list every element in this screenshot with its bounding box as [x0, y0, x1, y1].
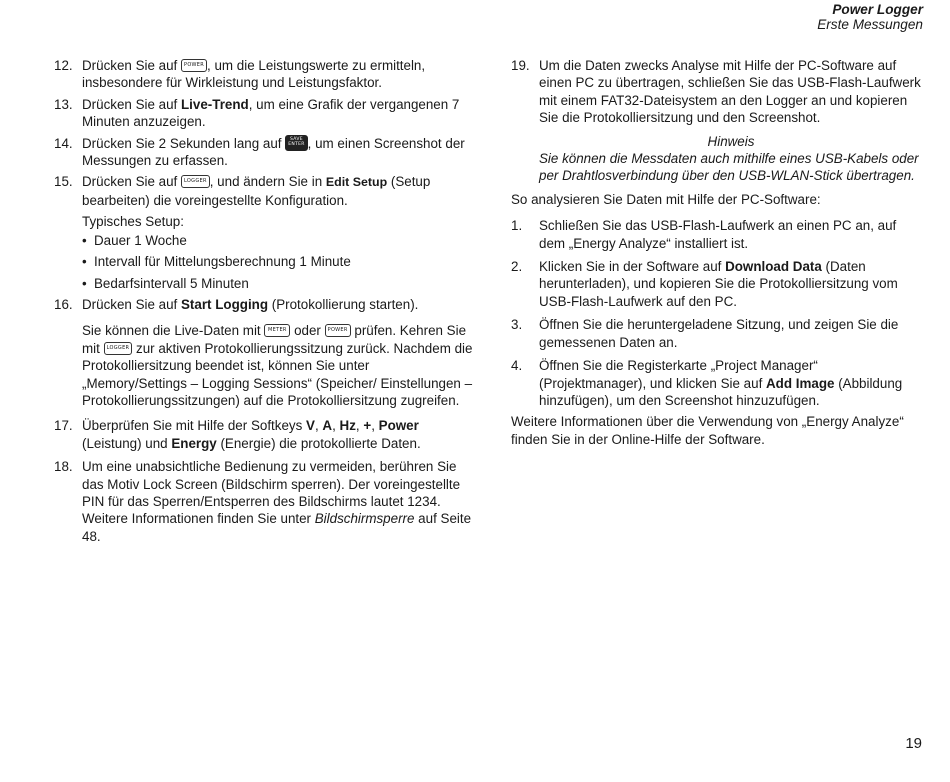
step-number: 14. — [54, 135, 73, 151]
softkey-plus: + — [363, 418, 372, 434]
softkey-hz: Hz — [339, 418, 356, 434]
further-info: Weitere Informationen über die Verwendung von „Energy Analyze“ finden Sie in der Online-Hilfe der Software. — [511, 414, 904, 447]
softkey-v: V — [306, 418, 315, 434]
step-number: 13. — [54, 96, 73, 112]
list-item: • Dauer 1 Woche — [82, 232, 187, 248]
note-title: Hinweis — [707, 133, 755, 149]
step-number: 18. — [54, 459, 73, 475]
softkey-power: Power — [378, 418, 419, 434]
step-18: 18. Um eine unabsichtliche Bedienung zu vermeiden, berühren Sie das Motiv Lock Screen (Bildschirm sperren). Der voreingestellte PIN für das Sperren/Entsperren des Bildschirms lautet 1234. Weitere Informationen finden Sie unter Bildschirmsperre auf Seite 48. — [54, 459, 472, 544]
step-16: 16. Drücken Sie auf Start Logging (Protokollierung starten). — [54, 296, 419, 312]
section-title: Erste Messungen — [817, 17, 923, 32]
manual-title: Power Logger — [832, 2, 923, 17]
step-number: 12. — [54, 58, 73, 73]
meter-key-icon: METER — [264, 324, 290, 337]
step-14: 14. Drücken Sie 2 Sekunden lang auf SAVE ENTER , um einen Screenshot der Messungen zu erfassen. — [54, 135, 465, 169]
download-data-label: Download Data — [725, 259, 822, 275]
step-number: 17. — [54, 418, 73, 434]
logger-key-icon: LOGGER — [181, 175, 210, 188]
page-header — [817, 2, 923, 32]
bullet-icon: • — [82, 232, 87, 248]
softkey-energy: Energy — [171, 435, 217, 451]
step-number: 1. — [511, 218, 523, 234]
softkey-a: A — [322, 418, 333, 434]
save-enter-key-icon: SAVE ENTER — [285, 135, 307, 151]
power-key-icon: POWER — [181, 59, 207, 72]
step-number: 2. — [511, 259, 523, 275]
list-item: • Intervall für Mittelungsberechnung 1 Minute — [82, 254, 351, 270]
step-number: 16. — [54, 296, 73, 312]
setup-title: Typisches Setup: — [82, 214, 184, 230]
typical-setup — [54, 213, 474, 292]
power-key-icon: POWER — [325, 324, 351, 337]
right-column — [511, 57, 923, 452]
logger-key-icon: LOGGER — [104, 342, 133, 355]
note-body: Sie können die Messdaten auch mithilfe eines USB-Kabels oder per Drahtlosverbindung über den USB-WLAN-Stick übertragen. — [539, 151, 919, 184]
step-13: 13. Drücken Sie auf Live-Trend, um eine Grafik der vergangenen 7 Minuten anzuzeigen. — [54, 96, 460, 130]
add-image-label: Add Image — [766, 375, 835, 391]
note-box — [511, 133, 923, 185]
analysis-step-4: 4. Öffnen Sie die Registerkarte „Project Manager“ (Projektmanager), und klicken Sie auf Add Image (Abbildung hinzufügen), um den Screenshot hinzuzufügen. — [511, 358, 903, 408]
step-number: 4. — [511, 358, 523, 374]
step-number: 19. — [511, 58, 530, 73]
screen-lock-reference: Bildschirmsperre — [314, 511, 415, 527]
step-15: 15. Drücken Sie auf LOGGER , und ändern Sie in Edit Setup (Setup bearbeiten) die voreingestellte Konfiguration. — [54, 174, 431, 208]
step-12: 12. Drücken Sie auf POWER , um die Leistungswerte zu ermitteln, insbesondere für Wirkleistung und Leistungsfaktor. — [54, 58, 426, 91]
live-trend-label: Live-Trend — [181, 96, 249, 112]
left-column — [54, 57, 474, 549]
step-number: 3. — [511, 317, 523, 333]
step-17: 17. Überprüfen Sie mit Hilfe der Softkeys V, A, Hz, +, Power (Leistung) und Energy (Energie) die protokollierte Daten. — [54, 418, 421, 451]
step-19: 19. Um die Daten zwecks Analyse mit Hilfe der PC-Software auf einen PC zu übertragen, schließen Sie das USB-Flash-Laufwerk mit einem FAT32-Dateisystem an den Logger an und kopieren Sie die Protokolliersitzung und den Screenshot. — [511, 58, 921, 126]
analysis-step-3: 3. Öffnen Sie die heruntergeladene Sitzung, und zeigen Sie die gemessenen Daten an. — [511, 317, 899, 350]
bullet-icon: • — [82, 275, 87, 291]
list-item: • Bedarfsintervall 5 Minuten — [82, 275, 249, 291]
analysis-intro: So analysieren Sie Daten mit Hilfe der PC-Software: — [511, 191, 821, 207]
edit-setup-label: Edit Setup — [325, 175, 388, 190]
step-number: 15. — [54, 174, 73, 190]
analysis-step-1: 1. Schließen Sie das USB-Flash-Laufwerk an einen PC an, auf dem „Energy Analyze“ installiert ist. — [511, 218, 897, 251]
step-16-details: Sie können die Live-Daten mit METER oder POWER prüfen. Kehren Sie mit LOGGER zur aktiven Protokollierungssitzung zurück. Nachdem die Protokolliersitzung beendet ist, können Sie unter „Memory/Settings – Logging Sessions“ (Speicher/ Einstellungen – Protokollierungssitzungen) auf die Protokolliersitzung zugreifen. — [82, 323, 473, 408]
start-logging-label: Start Logging — [181, 296, 269, 312]
bullet-icon: • — [82, 254, 87, 270]
analysis-step-2: 2. Klicken Sie in der Software auf Download Data (Daten herunterladen), und kopieren Sie die Protokolliersitzung vom USB-Flash-Laufwerk auf den PC. — [511, 259, 898, 309]
page-number: 19 — [905, 735, 922, 752]
